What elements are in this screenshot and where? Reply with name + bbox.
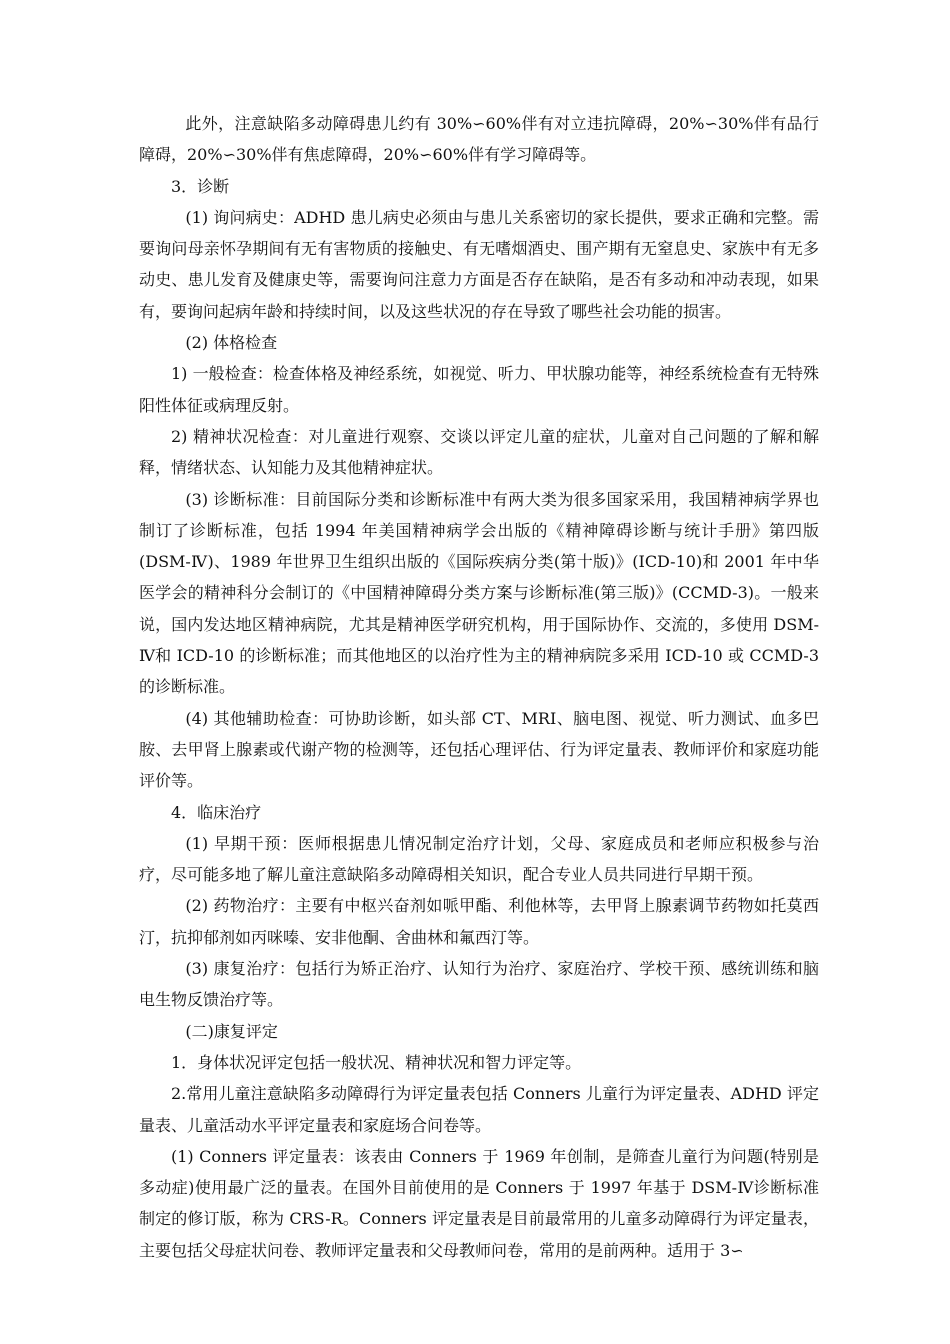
heading-rehab-assessment: (二)康复评定 [185, 1021, 278, 1041]
heading-physical-exam: (2) 体格检查 [185, 333, 278, 353]
paragraph-history: (1) 询问病史：ADHD 患儿病史必须由与患儿关系密切的家长提供，要求正确和完整。需要询问母亲怀孕期间有无有害物质的接触史、有无嗜烟酒史、围产期有无窒息史、家族中有无多动史、患儿发育及健康史等，需要询问注意力方面是否存在缺陷，是否有多动和冲动表现，如果有，要询问起病年龄和持续时间，以及这些状况的存在导致了哪些社会功能的损害。 [139, 207, 819, 321]
paragraph-general-exam: 1) 一般检查：检查体格及神经系统，如视觉、听力、甲状腺功能等，神经系统检查有无特殊阳性体征或病理反射。 [139, 364, 819, 415]
paragraph-early-intervention: (1) 早期干预：医师根据患儿情况制定治疗计划，父母、家庭成员和老师应积极参与治疗，尽可能多地了解儿童注意缺陷多动障碍相关知识，配合专业人员共同进行早期干预。 [139, 833, 819, 885]
paragraph-diagnostic-criteria: (3) 诊断标准：目前国际分类和诊断标准中有两大类为很多国家采用，我国精神病学界也制订了诊断标准，包括 1994 年美国精神病学会出版的《精神障碍诊断与统计手册》第四版(DSM-Ⅳ)、1989 年世界卫生组织出版的《国际疾病分类(第十版)》(ICD-10)和 2001 年中华医学会的精神科分会制订的《中国精神障碍分类方案与诊断标准(第三版)》(CCMD-3)。一般来说，国内发达地区精神病院，尤其是精神医学研究机构，用于国际协作、交流的，多使用 DSM-Ⅳ和 ICD-10 的诊断标准；而其他地区的以治疗性为主的精神病院多采用 ICD-10 或 CCMD-3 的诊断标准。 [139, 489, 819, 697]
document-body [139, 108, 819, 1266]
paragraph-rating-scales: 2.常用儿童注意缺陷多动障碍行为评定量表包括 Conners 儿童行为评定量表、ADHD 评定量表、儿童活动水平评定量表和家庭场合问卷等。 [139, 1084, 819, 1135]
paragraph-mental-exam: 2) 精神状况检查：对儿童进行观察、交谈以评定儿童的症状，儿童对自己问题的了解和解释，情绪状态、认知能力及其他精神症状。 [139, 426, 819, 478]
paragraph-auxiliary-exam: (4) 其他辅助检查：可协助诊断，如头部 CT、MRI、脑电图、视觉、听力测试、血多巴胺、去甲肾上腺素或代谢产物的检测等，还包括心理评估、行为评定量表、教师评价和家庭功能评价等。 [139, 708, 819, 791]
paragraph-conners-scale: (1) Conners 评定量表：该表由 Conners 于 1969 年创制，是筛查儿童行为问题(特别是多动症)使用最广泛的量表。在国外目前使用的是 Conners 于 1997 年基于 DSM-Ⅳ诊断标准制定的修订版，称为 CRS-R。Conners 评定量表是目前最常用的儿童多动障碍行为评定量表，主要包括父母症状问卷、教师评定量表和父母教师问卷，常用的是前两种。适用于 3∽ [139, 1146, 819, 1260]
paragraph-physical-assessment: 1．身体状况评定包括一般状况、精神状况和智力评定等。 [171, 1052, 582, 1072]
paragraph-rehab-treatment: (3) 康复治疗：包括行为矫正治疗、认知行为治疗、家庭治疗、学校干预、感统训练和脑电生物反馈治疗等。 [139, 959, 819, 1010]
paragraph-comorbidity: 此外，注意缺陷多动障碍患儿约有 30%∽60%伴有对立违抗障碍，20%∽30%伴有品行障碍，20%∽30%伴有焦虑障碍，20%∽60%伴有学习障碍等。 [139, 114, 819, 165]
heading-diagnosis: 3．诊断 [171, 176, 230, 196]
paragraph-drug-treatment: (2) 药物治疗：主要有中枢兴奋剂如哌甲酯、利他林等，去甲肾上腺素调节药物如托莫西汀，抗抑郁剂如丙咪嗪、安非他酮、舍曲林和氟西汀等。 [139, 896, 819, 947]
heading-clinical-treatment: 4．临床治疗 [171, 802, 262, 822]
